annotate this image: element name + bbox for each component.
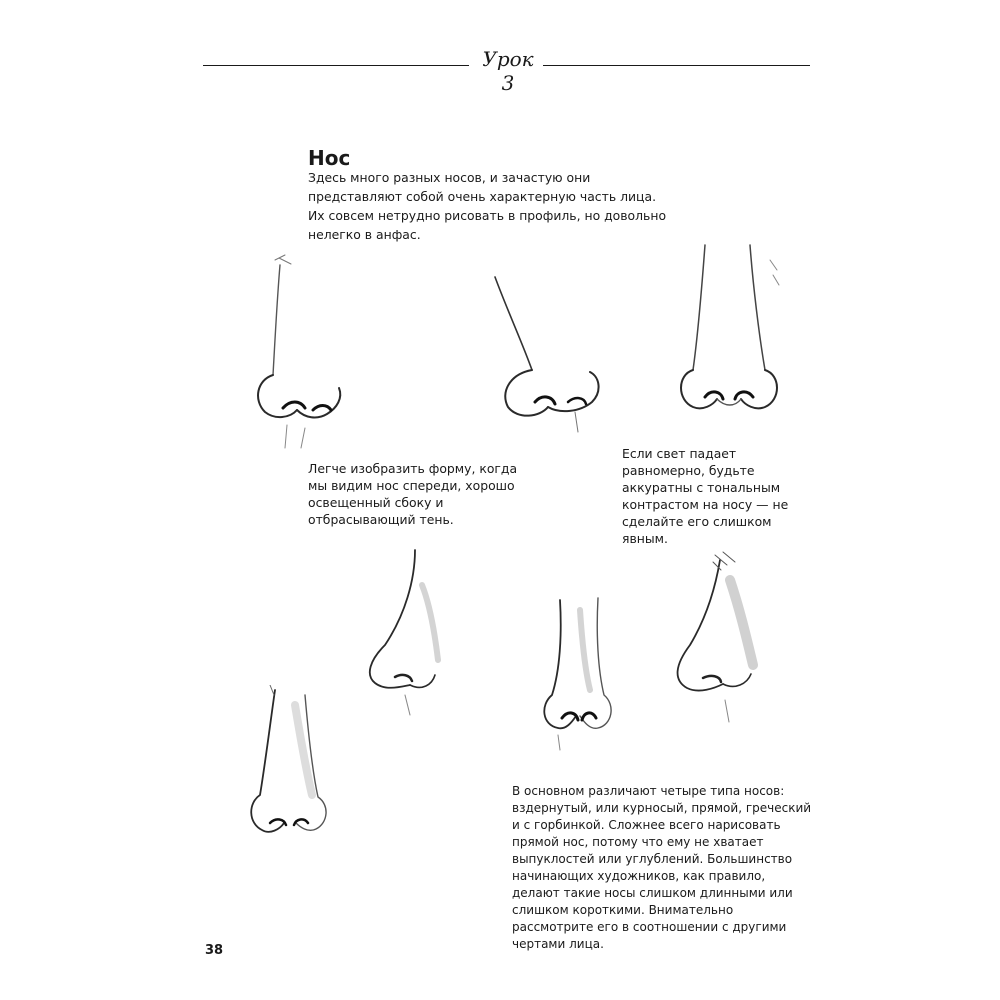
nose-sketch-front-even-light xyxy=(665,235,795,430)
intro-paragraph: Здесь много разных носов, и зачастую они представляют собой очень характерную часть лица. Их совсем нетрудно рисовать в профиль, но довольно нелегко в анфас. xyxy=(308,170,667,242)
nose-sketch-profile-upturned xyxy=(360,545,460,720)
nose-sketch-front-side-lit xyxy=(235,250,365,450)
header-rule-left xyxy=(203,65,469,66)
section-title: Нос xyxy=(308,146,351,170)
lesson-label: Урок 3 xyxy=(482,47,534,95)
nose-sketch-profile-hooked xyxy=(665,550,785,725)
nose-sketch-front-straight xyxy=(240,685,340,850)
header-rule-right xyxy=(543,65,810,66)
page-number: 38 xyxy=(205,943,224,958)
caption-even-light: Если свет падает равномерно, будьте аккуратны с тональным контрастом на носу — не сделайте его слишком явным. xyxy=(622,446,789,546)
nose-sketch-three-quarter xyxy=(480,262,615,437)
caption-four-types: В основном различают четыре типа носов: вздернутый, или курносый, прямой, греческий и с горбинкой. Сложнее всего нарисовать прямой нос, потому что ему не хватает выпуклостей или углублений. Большинство начинающих художников, как правило, делают такие носы слишком длинными или слишком короткими. Внимательно рассмотрите его в соотношении с другими чертами лица. xyxy=(512,784,812,951)
caption-side-lit: Легче изобразить форму, когда мы видим нос спереди, хорошо освещенный сбоку и отбрасывающий тень. xyxy=(308,461,518,527)
nose-sketch-front-narrow xyxy=(530,590,630,755)
